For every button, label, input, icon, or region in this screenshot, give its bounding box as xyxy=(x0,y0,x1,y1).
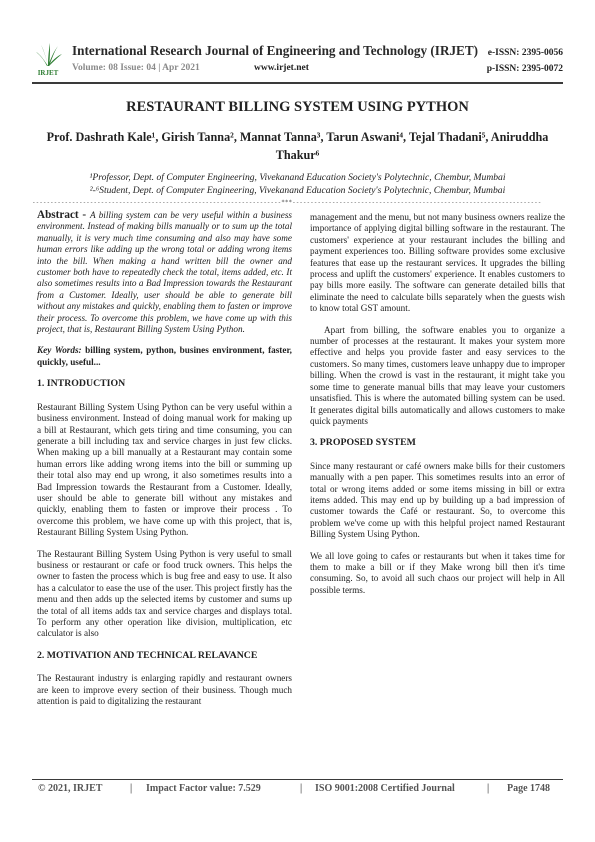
author-list: Prof. Dashrath Kale¹, Girish Tanna², Mannat Tanna³, Tarun Aswani⁴, Tejal Thadani⁵, Aniruddha Thakur⁶ xyxy=(46,130,549,162)
left-column xyxy=(37,210,292,717)
proposed-paragraph-2: We all love going to cafes or restaurants but when it takes time for them to make a bill or if they Make wrong bill then it's time consuming. So, to avoid all such chaos our project will help in All possible terms. xyxy=(310,550,565,595)
footer-iso: ISO 9001:2008 Certified Journal xyxy=(315,783,455,794)
footer-copyright: © 2021, IRJET xyxy=(38,783,103,794)
footer-separator: | xyxy=(130,783,133,794)
motivation-paragraph-3: Apart from billing, the software enables you to organize a number of processes at the restaurant. It makes your system more effective and helps you provide faster and easy services to the customers. So many times, customers leave unhappy due to improper billing. When the crowd is vast in the restaurant, it might take you some time to generate manual bills that may leave your customers unsatisfied. This is where the automated billing system can be used. It generates digital bills automatically and allows customers to make quick payments xyxy=(310,324,565,426)
motivation-paragraph-2: management and the menu, but not many business owners realize the importance of applying digital billing software in the restaurant. The customers' experience at your restaurant includes the billing and payment experiences too. Billing software provides some exclusive features that ease up the restaurant services. It upgrades the billing process and uplift the customers' experience. It enables customers to pay bills more easily. The software can generate detailed bills that eliminate the need to calculate bills separately when the guests wish to know total GST amount. xyxy=(310,212,565,314)
abstract-label: Abstract - xyxy=(37,209,90,221)
proposed-paragraph-1: Since many restaurant or café owners make bills for their customers manually with a pen paper. This sometimes results into an error of total or wrong items added or some items missing in bill or extra items added. This may end up by building up a bad impression of customer towards the Café or restaurant. So, to overcome this problem we've come up with this helpful project named Restaurant Billing System Using Python. xyxy=(310,460,565,540)
keywords xyxy=(37,345,292,368)
keywords-text: billing system, python, busines environment, faster, quickly, useful... xyxy=(37,345,292,367)
volume-issue: Volume: 08 Issue: 04 | Apr 2021 xyxy=(72,63,200,73)
footer-impact-factor: Impact Factor value: 7.529 xyxy=(146,783,261,794)
footer-separator: | xyxy=(487,783,490,794)
abstract-text: A billing system can be very useful within a business environment. Instead of making bills manually or to sum up the total manually, it is very much time consuming and also may have some human errors like adding up the wrong total or adding wrong items into the bill. When making a hand written bill the owner and customer both have to repeatedly check the total, items added, etc. It also sometimes results into a Bad Impression towards the Restaurant from a Customer. Ideally, user should be able to generate bill without any mistakes and quickly, enabling them to fasten or improve their process. To overcome this problem, we have come up with this project, that is, Restaurant Billing System Using Python. xyxy=(37,210,292,335)
paper-title: RESTAURANT BILLING SYSTEM USING PYTHON xyxy=(126,99,469,115)
header-divider xyxy=(32,82,563,84)
motivation-paragraph-1: The Restaurant industry is enlarging rapidly and restaurant owners are keen to improve every section of their business. Though much attention is paid to digitalizing the restaurant xyxy=(37,673,292,707)
keywords-label: Key Words: xyxy=(37,345,86,356)
footer-separator: | xyxy=(300,783,303,794)
right-column xyxy=(310,212,565,606)
journal-website-link[interactable]: www.irjet.net xyxy=(254,63,309,73)
logo-text: IRJET xyxy=(37,69,59,77)
section-heading-motivation: 2. MOTIVATION AND TECHNICAL RELAVANCE xyxy=(37,649,258,661)
p-issn: p-ISSN: 2395-0072 xyxy=(486,64,563,74)
journal-title: International Research Journal of Engineering and Technology (IRJET) xyxy=(72,43,479,58)
section-heading-introduction: 1. INTRODUCTION xyxy=(37,378,126,390)
irjet-logo xyxy=(32,42,64,78)
intro-paragraph-2: The Restaurant Billing System Using Python is very useful to small business or restaurant or cafe or food truck owners. This helps the owner to fasten the process which is bug free and easy to use. It also has a calculator to ease the use of the user. This project firstly has the menu and then adds up the selected items by customer and sums up the total of all items adds tax and service charges and displays total. To perform any other operation like division, multiplication, etc calculator is also xyxy=(37,548,292,639)
intro-paragraph-1: Restaurant Billing System Using Python can be very useful within a business environment. Instead of doing manual work for making up a bill at Restaurant, which gets tiring and time consuming, you can generate a bill including tax and service charges in just few clicks. When making up a bill manually at a Restaurant may contain some human errors like adding wrong items into the bill or summing up their total also may end up wrong, it also sometimes results into a Bad Impression towards the Restaurant from a Customer. Ideally, user should be able to generate bill without any mistakes and quickly, enabling them to fasten or improve their process . To overcome this problem, we have come up with this project, that is, Restaurant Billing System Using Python. xyxy=(37,401,292,538)
section-heading-proposed-system: 3. PROPOSED SYSTEM xyxy=(310,437,416,449)
affiliation-1: ¹Professor, Dept. of Computer Engineering, Vivekanand Education Society's Polytechnic, Chembur, Mumbai xyxy=(89,172,506,183)
footer-page-number: Page 1748 xyxy=(507,783,551,794)
abstract xyxy=(37,210,292,335)
e-issn: e-ISSN: 2395-0056 xyxy=(487,48,563,58)
affiliation-2: ²-⁶Student, Dept. of Computer Engineering, Vivekanand Education Society's Polytechnic, Chembur, Mumbai xyxy=(89,185,506,196)
footer-divider xyxy=(32,779,563,780)
journal-header xyxy=(32,42,563,80)
section-separator: ---------------------------------------------------------------------***--------------------------------------------------------------------- xyxy=(32,199,542,206)
